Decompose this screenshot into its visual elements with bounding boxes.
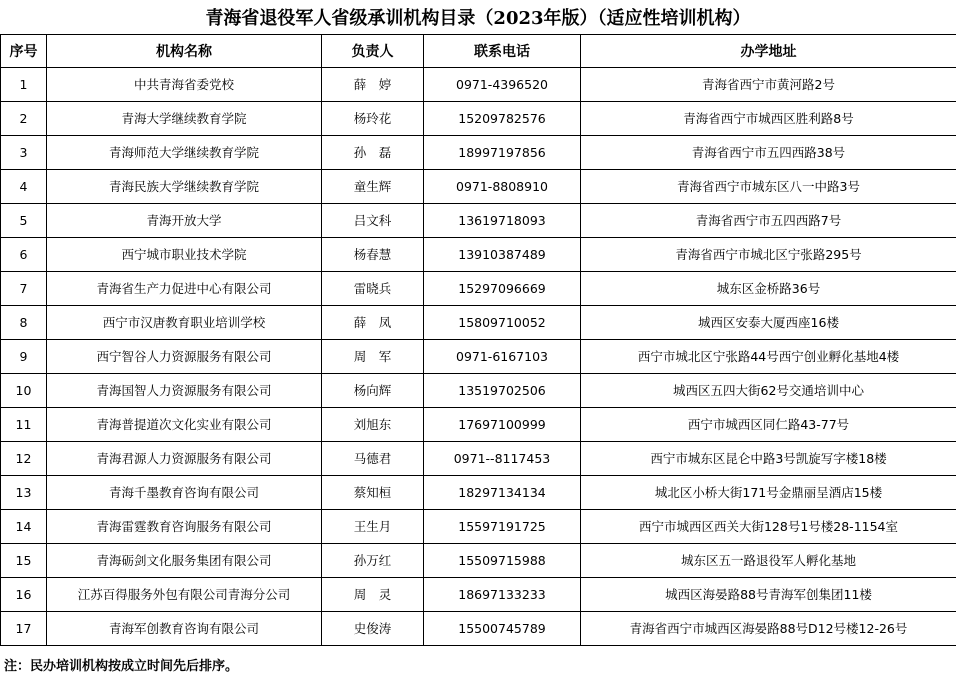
cell-institution-name: 青海大学继续教育学院 — [47, 102, 322, 136]
institution-table — [0, 34, 956, 646]
cell-address: 城西区五四大街62号交通培训中心 — [581, 374, 956, 408]
cell-phone: 0971-8808910 — [424, 170, 581, 204]
table-row — [1, 442, 956, 476]
table-body — [1, 68, 956, 646]
cell-address: 西宁市城北区宁张路44号西宁创业孵化基地4楼 — [581, 340, 956, 374]
cell-phone: 0971-4396520 — [424, 68, 581, 102]
table-row — [1, 136, 956, 170]
cell-index: 6 — [1, 238, 47, 272]
table-row — [1, 408, 956, 442]
cell-index: 13 — [1, 476, 47, 510]
table-row — [1, 578, 956, 612]
cell-person-in-charge: 孙万红 — [322, 544, 424, 578]
table-row — [1, 204, 956, 238]
cell-phone: 15597191725 — [424, 510, 581, 544]
cell-institution-name: 青海雷霆教育咨询服务有限公司 — [47, 510, 322, 544]
table-row — [1, 306, 956, 340]
cell-address: 青海省西宁市城西区海晏路88号D12号楼12-26号 — [581, 612, 956, 646]
cell-address: 城北区小桥大街171号金鼎丽呈酒店15楼 — [581, 476, 956, 510]
footnote: 注：民办培训机构按成立时间先后排序。 — [4, 658, 239, 674]
cell-index: 10 — [1, 374, 47, 408]
cell-address: 城东区金桥路36号 — [581, 272, 956, 306]
cell-phone: 13619718093 — [424, 204, 581, 238]
cell-index: 11 — [1, 408, 47, 442]
cell-institution-name: 青海师范大学继续教育学院 — [47, 136, 322, 170]
cell-index: 5 — [1, 204, 47, 238]
table-row — [1, 68, 956, 102]
cell-index: 12 — [1, 442, 47, 476]
cell-index: 7 — [1, 272, 47, 306]
cell-institution-name: 青海开放大学 — [47, 204, 322, 238]
cell-phone: 15209782576 — [424, 102, 581, 136]
header-person-in-charge: 负责人 — [322, 35, 424, 68]
cell-person-in-charge: 雷晓兵 — [322, 272, 424, 306]
table-row — [1, 544, 956, 578]
cell-index: 15 — [1, 544, 47, 578]
header-row — [1, 35, 956, 68]
table-row — [1, 510, 956, 544]
cell-institution-name: 西宁市汉唐教育职业培训学校 — [47, 306, 322, 340]
cell-person-in-charge: 周 灵 — [322, 578, 424, 612]
cell-person-in-charge: 杨向辉 — [322, 374, 424, 408]
cell-phone: 15297096669 — [424, 272, 581, 306]
cell-institution-name: 青海君源人力资源服务有限公司 — [47, 442, 322, 476]
cell-person-in-charge: 周 军 — [322, 340, 424, 374]
table-row — [1, 238, 956, 272]
cell-address: 青海省西宁市城西区胜利路8号 — [581, 102, 956, 136]
cell-phone: 18297134134 — [424, 476, 581, 510]
cell-person-in-charge: 刘旭东 — [322, 408, 424, 442]
cell-address: 青海省西宁市城东区八一中路3号 — [581, 170, 956, 204]
cell-institution-name: 西宁城市职业技术学院 — [47, 238, 322, 272]
cell-institution-name: 青海军创教育咨询有限公司 — [47, 612, 322, 646]
cell-phone: 15500745789 — [424, 612, 581, 646]
cell-person-in-charge: 孙 磊 — [322, 136, 424, 170]
cell-person-in-charge: 王生月 — [322, 510, 424, 544]
cell-institution-name: 青海民族大学继续教育学院 — [47, 170, 322, 204]
cell-index: 2 — [1, 102, 47, 136]
table-row — [1, 374, 956, 408]
cell-person-in-charge: 薛 凤 — [322, 306, 424, 340]
cell-address: 城西区海晏路88号青海军创集团11楼 — [581, 578, 956, 612]
cell-phone: 18697133233 — [424, 578, 581, 612]
cell-index: 14 — [1, 510, 47, 544]
page-title: 青海省退役军人省级承训机构目录（2023年版）（适应性培训机构） — [205, 8, 751, 29]
header-phone: 联系电话 — [424, 35, 581, 68]
cell-address: 城东区五一路退役军人孵化基地 — [581, 544, 956, 578]
header-address: 办学地址 — [581, 35, 956, 68]
cell-index: 4 — [1, 170, 47, 204]
cell-address: 青海省西宁市五四西路7号 — [581, 204, 956, 238]
cell-institution-name: 江苏百得服务外包有限公司青海分公司 — [47, 578, 322, 612]
cell-phone: 17697100999 — [424, 408, 581, 442]
cell-phone: 13910387489 — [424, 238, 581, 272]
cell-address: 青海省西宁市城北区宁张路295号 — [581, 238, 956, 272]
table-row — [1, 476, 956, 510]
cell-institution-name: 中共青海省委党校 — [47, 68, 322, 102]
cell-index: 1 — [1, 68, 47, 102]
cell-person-in-charge: 杨玲花 — [322, 102, 424, 136]
cell-phone: 13519702506 — [424, 374, 581, 408]
cell-institution-name: 青海普提道次文化实业有限公司 — [47, 408, 322, 442]
table-row — [1, 340, 956, 374]
cell-index: 3 — [1, 136, 47, 170]
cell-address: 西宁市城东区昆仑中路3号凯旋写字楼18楼 — [581, 442, 956, 476]
header-index: 序号 — [1, 35, 47, 68]
cell-index: 8 — [1, 306, 47, 340]
cell-institution-name: 青海国智人力资源服务有限公司 — [47, 374, 322, 408]
cell-phone: 15509715988 — [424, 544, 581, 578]
cell-institution-name: 青海砺剑文化服务集团有限公司 — [47, 544, 322, 578]
cell-phone: 0971--8117453 — [424, 442, 581, 476]
cell-person-in-charge: 吕文科 — [322, 204, 424, 238]
cell-institution-name: 青海千墨教育咨询有限公司 — [47, 476, 322, 510]
cell-phone: 18997197856 — [424, 136, 581, 170]
cell-institution-name: 西宁智谷人力资源服务有限公司 — [47, 340, 322, 374]
cell-person-in-charge: 薛 婷 — [322, 68, 424, 102]
cell-index: 9 — [1, 340, 47, 374]
cell-phone: 0971-6167103 — [424, 340, 581, 374]
header-institution-name: 机构名称 — [47, 35, 322, 68]
cell-address: 城西区安泰大厦西座16楼 — [581, 306, 956, 340]
cell-index: 17 — [1, 612, 47, 646]
table-row — [1, 612, 956, 646]
cell-person-in-charge: 蔡知桓 — [322, 476, 424, 510]
cell-person-in-charge: 杨春慧 — [322, 238, 424, 272]
cell-institution-name: 青海省生产力促进中心有限公司 — [47, 272, 322, 306]
table-row — [1, 272, 956, 306]
cell-address: 西宁市城西区同仁路43-77号 — [581, 408, 956, 442]
cell-address: 青海省西宁市黄河路2号 — [581, 68, 956, 102]
cell-person-in-charge: 童生辉 — [322, 170, 424, 204]
cell-phone: 15809710052 — [424, 306, 581, 340]
cell-person-in-charge: 马德君 — [322, 442, 424, 476]
cell-address: 西宁市城西区西关大街128号1号楼28-1154室 — [581, 510, 956, 544]
cell-index: 16 — [1, 578, 47, 612]
cell-person-in-charge: 史俊涛 — [322, 612, 424, 646]
cell-address: 青海省西宁市五四西路38号 — [581, 136, 956, 170]
table-row — [1, 170, 956, 204]
table-row — [1, 102, 956, 136]
